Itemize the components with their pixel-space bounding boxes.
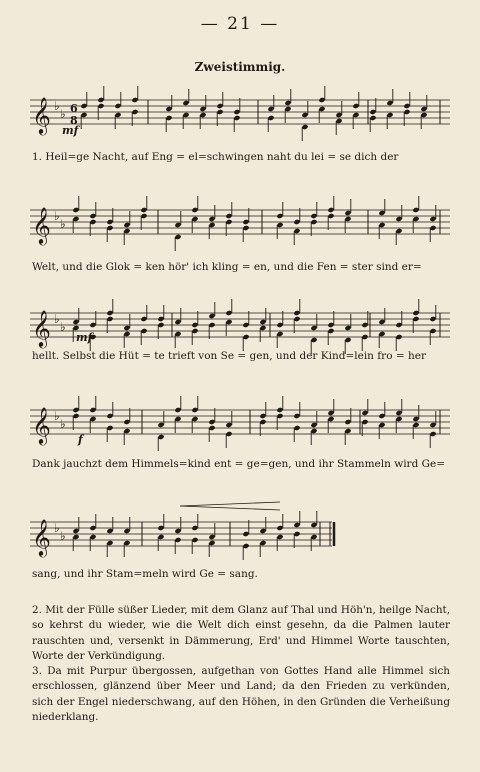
lyric-line-3: hellt. Selbst die Hüt = te trieft von Se = gen, und der Kind=lein fro = her (32, 350, 426, 362)
dynamic-mf-2: mf (76, 331, 93, 344)
svg-text:♭: ♭ (60, 417, 66, 431)
svg-text:♭: ♭ (60, 529, 66, 543)
staff-svg (30, 305, 450, 353)
staff-svg (30, 92, 450, 140)
svg-text:♭: ♭ (54, 99, 60, 113)
music-staff-2 (30, 202, 450, 250)
music-staff-1 (30, 92, 450, 140)
svg-text:6: 6 (70, 102, 78, 115)
svg-text:♭: ♭ (60, 217, 66, 231)
svg-text:♭: ♭ (54, 312, 60, 326)
lyric-line-4: Dank jauchzt dem Himmels=kind ent = ge=gen, und ihr Stammeln wird Ge= (32, 458, 446, 470)
dynamic-mf-1: mf (62, 124, 79, 137)
lyric-line-1: 1. Heil=ge Nacht, auf Eng = el=schwingen naht du lei = se dich der (32, 151, 399, 163)
verse-3: 3. Da mit Purpur übergossen, aufgethan von Gottes Hand alle Himmel sich erschlossen, glänzend über Meer und Land; da den Frieden zu verkünden, sich der Engel niederschwang, auf den Höhen, in den Gründen die Verheißung niederklang. (32, 665, 450, 724)
svg-text:♭: ♭ (60, 320, 66, 334)
staff-svg (30, 514, 332, 562)
lyric-line-5: sang, und ihr Stam=meln wird Ge = sang. (32, 568, 258, 580)
music-staff-3 (30, 305, 450, 353)
verse-2: 2. Mit der Fülle süßer Lieder, mit dem Glanz auf Thal und Höh'n, heilge Nacht, so kehrst du wieder, wie die Welt dich einst gesehn, da die Palmen lauter rauschten und, versenkt in Dämmerung, Erd' und Himmel Worte tauschten, Worte der Verkündigung. (32, 604, 450, 663)
lyric-line-2: Welt, und die Glok = ken hör' ich kling = en, und die Fen = ster sind er= (32, 261, 422, 273)
svg-text:𝄞: 𝄞 (32, 309, 51, 347)
svg-text:♭: ♭ (60, 107, 66, 121)
dynamic-f: f (78, 433, 83, 446)
svg-text:𝄞: 𝄞 (32, 406, 51, 444)
svg-text:8: 8 (70, 114, 78, 127)
staff-svg (30, 202, 450, 250)
page-number: — 21 — (200, 14, 280, 34)
svg-text:♭: ♭ (54, 209, 60, 223)
svg-text:𝄞: 𝄞 (32, 96, 51, 134)
music-staff-5 (30, 514, 450, 562)
svg-text:♭: ♭ (54, 521, 60, 535)
music-staff-4 (30, 402, 450, 450)
section-title: Zweistimmig. (194, 60, 286, 74)
staff-svg (30, 402, 450, 450)
svg-text:♭: ♭ (54, 409, 60, 423)
svg-text:𝄞: 𝄞 (32, 518, 51, 556)
svg-text:𝄞: 𝄞 (32, 206, 51, 244)
